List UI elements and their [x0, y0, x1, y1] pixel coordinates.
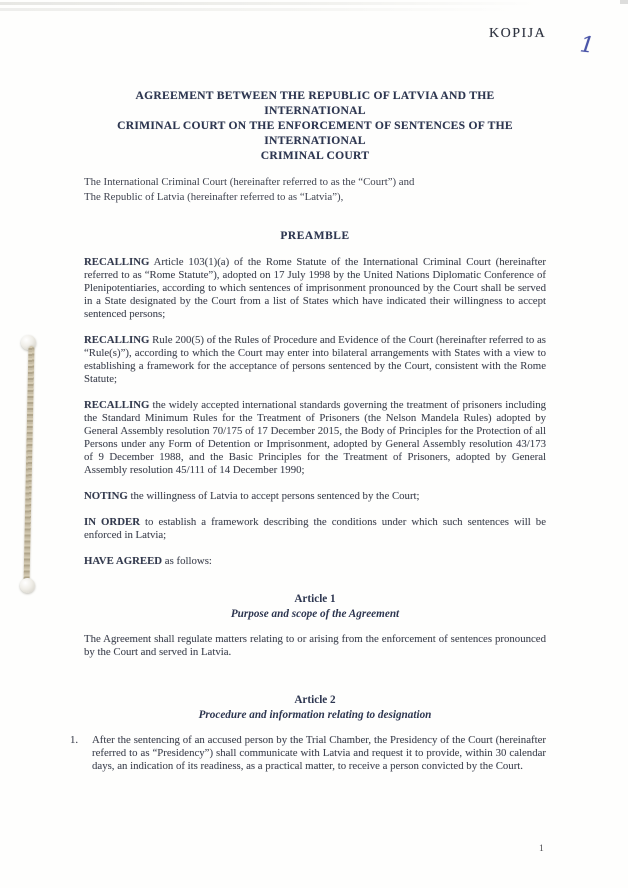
article-2-number: Article 2 — [294, 694, 336, 706]
preamble-clause — [84, 516, 546, 542]
article-1-number: Article 1 — [294, 593, 336, 605]
scan-artifact-corner — [620, 0, 628, 4]
article-2-subtitle: Procedure and information relating to designation — [198, 708, 432, 721]
preamble-clause — [84, 490, 546, 503]
item-text: After the sentencing of an accused person by the Trial Chamber, the Presidency of the Court (hereinafter referred to as “Presidency”) shall communicate with Latvia and request it to provide, within 30 calendar days, an indication of its readiness, as a practical matter, to receive a person convicted by the Court. — [92, 734, 546, 772]
clause-text: Article 103(1)(a) of the Rome Statute of the International Criminal Court (hereinafter referred to as “Rome Statute”), adopted on 17 July 1998 by the United Nations Diplomatic Conference of Plenipotentiaries, according to which sentences of imprisonment pronounced by the Court shall be served in a State designated by the Court from a list of States which have indicated their willingness to accept sentenced persons; — [84, 256, 546, 320]
clause-text: the willingness of Latvia to accept persons sentenced by the Court; — [127, 490, 420, 502]
document-title-line: AGREEMENT BETWEEN THE REPUBLIC OF LATVIA AND THE INTERNATIONAL — [135, 89, 495, 117]
party-line-court: The International Criminal Court (hereinafter referred to as the “Court”) and — [84, 176, 415, 188]
copy-stamp: KOPIJA — [489, 26, 547, 41]
document-title-line: CRIMINAL COURT — [260, 149, 370, 162]
binding-cord-bead-bottom — [20, 578, 35, 593]
clause-keyword: HAVE AGREED — [84, 555, 163, 567]
document-title — [84, 88, 546, 163]
article-1-heading — [84, 592, 546, 621]
preamble-heading: PREAMBLE — [280, 230, 350, 242]
party-line-latvia: The Republic of Latvia (hereinafter referred to as “Latvia”), — [84, 191, 344, 203]
article-2-item-1 — [68, 734, 546, 773]
clause-text: the widely accepted international standards governing the treatment of prisoners including the Standard Minimum Rules for the Treatment of Prisoners (the Nelson Mandela Rules) adopted by General Assembly resolution 70/175 of 17 December 2015, the Body of Principles for the Protection of all Persons under any Form of Detention or Imprisonment, adopted by General Assembly resolution 43/173 of 9 December 1988, and the Basic Principles for the Treatment of Prisoners, adopted by General Assembly resolution 45/111 of 14 December 1990; — [84, 399, 546, 476]
clause-text: Rule 200(5) of the Rules of Procedure and Evidence of the Court (hereinafter referred to as “Rule(s)”), according to which the Court may enter into bilateral arrangements with States with a view to establishing a framework for the acceptance of persons sentenced by the Court, consistent with the Rome Statute; — [84, 334, 546, 385]
scan-artifact-line — [0, 8, 560, 11]
item-number: 1. — [70, 734, 79, 746]
handwritten-mark: 1 — [578, 32, 596, 59]
clause-keyword: RECALLING — [84, 334, 150, 346]
clause-keyword: IN ORDER — [84, 516, 141, 528]
binding-cord — [24, 346, 35, 584]
clause-keyword: NOTING — [84, 490, 128, 502]
page-number: 1 — [539, 844, 544, 854]
clause-text: as follows: — [162, 555, 212, 567]
document-body — [70, 88, 546, 773]
clause-keyword: RECALLING — [84, 256, 150, 268]
preamble-clause — [84, 334, 546, 386]
clause-keyword: RECALLING — [84, 399, 150, 411]
agreement-clause — [84, 555, 546, 568]
article-2-heading — [84, 693, 546, 722]
preamble-clause — [84, 399, 546, 477]
parties-block — [84, 175, 546, 205]
article-1-paragraph: The Agreement shall regulate matters relating to or arising from the enforcement of sentences pronounced by the Court and served in Latvia. — [84, 633, 546, 658]
preamble-clause — [84, 256, 546, 321]
article-1-subtitle: Purpose and scope of the Agreement — [230, 607, 400, 620]
document-title-line: CRIMINAL COURT ON THE ENFORCEMENT OF SENTENCES OF THE INTERNATIONAL — [117, 119, 513, 147]
clause-text: to establish a framework describing the conditions under which such sentences will be enforced in Latvia; — [84, 516, 546, 541]
scan-artifact-line — [0, 2, 585, 5]
